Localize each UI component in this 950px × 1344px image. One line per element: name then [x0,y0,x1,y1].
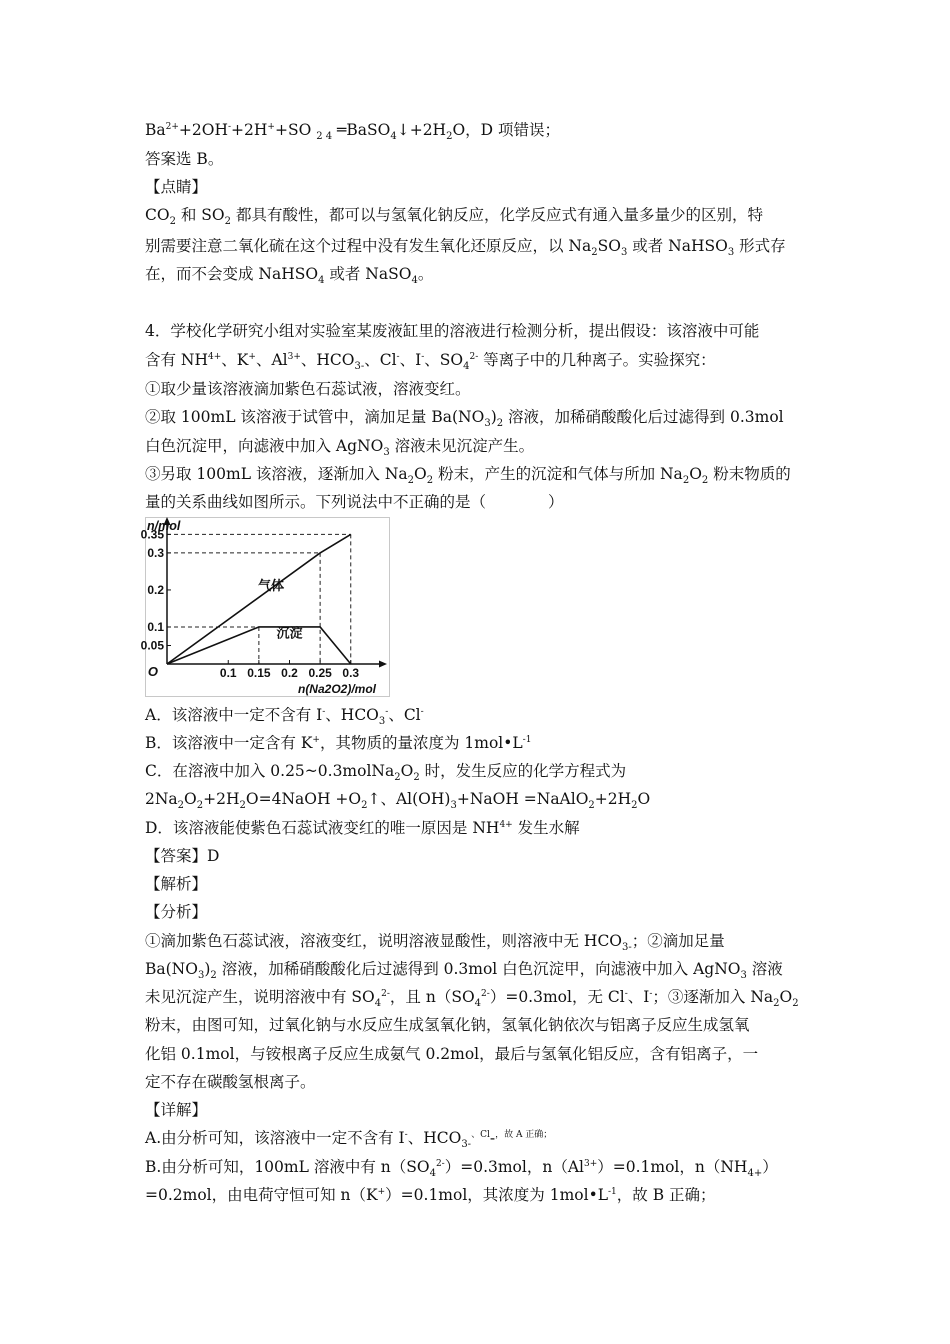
y-tick-label: 0.3 [147,545,164,560]
text-segment: 2 [413,772,420,783]
text-segment: 2- [381,989,390,999]
x-axis-label: n(Na2O2)/mol [297,682,376,696]
text-line-l01 [145,119,560,141]
text-line-l24 [145,986,799,1008]
text-segment: ②取 100mL 该溶液于试管中，滴加足量 Ba(NO [145,408,485,426]
series-label-precipitate: 沉淀 [276,626,303,642]
text-segment: +2H [231,121,268,139]
text-segment: 【详解】 [145,1101,208,1119]
text-line-l04 [145,204,763,226]
text-segment: - [421,352,425,362]
text-line-l25 [145,1014,750,1036]
text-segment: ) [204,960,211,978]
y-tick-label: 0.35 [140,527,164,542]
x-axis-arrow [379,661,387,668]
text-line-l27 [145,1071,316,1093]
text-segment: 发生水解 [512,819,580,837]
text-segment: - [649,989,653,999]
text-line-l08 [145,349,716,371]
text-segment: 形式存 [734,237,786,255]
text-segment: - [404,1130,408,1140]
text-segment: ③另取 100mL 该溶液，逐渐加入 Na [145,465,408,483]
text-segment: 2 [169,216,176,227]
text-segment: 、Al [255,351,288,369]
y-tick-label: 0.2 [147,582,164,597]
text-segment: SO [597,237,621,255]
mol-chart [140,517,390,697]
x-tick-label: 0.2 [281,666,298,680]
text-segment: 2 [177,800,185,811]
text-segment: + [312,735,320,745]
text-segment: 【解析】 [145,875,208,893]
text-line-l31 [145,1184,716,1206]
text-segment: + [377,1187,386,1197]
text-segment: 4．学校化学研究小组对实验室某废液缸里的溶液进行检测分析，提出假设：该溶液中可能 [145,322,760,340]
chart-labels [141,519,377,696]
text-segment: 2 4 [316,131,333,142]
text-segment: A．该溶液中一定不含有 I [145,706,323,724]
text-segment: 2 [701,475,709,486]
text-segment: +NaOH =NaAlO [456,790,589,808]
x-tick-label: 0.25 [308,666,332,680]
text-line-l20 [145,873,207,895]
text-segment: +2H [594,790,632,808]
text-segment: 【分析】 [145,903,208,921]
text-segment: - [624,989,628,999]
text-segment: Ba(NO [145,960,198,978]
text-segment: Ba [145,121,166,139]
text-line-l02 [145,148,223,170]
text-line-l10 [145,406,784,428]
text-segment: 、K [221,351,249,369]
text-segment: - [228,122,232,132]
text-segment: -1 [522,735,532,745]
text-segment: ）=0.3mol，无 Cl [489,988,625,1006]
text-segment: 和 SO [175,206,225,224]
text-segment: 4 [318,275,325,286]
text-segment: 4 [390,131,397,142]
text-segment: 2Na [145,790,178,808]
text-segment: ，且 n（SO [389,988,475,1006]
text-segment: 。 [417,265,434,283]
text-line-l14 [145,704,424,726]
text-segment: ，故 B 正确； [616,1186,716,1204]
text-segment: O [637,790,651,808]
text-segment: ，故 A 正确； [495,1130,553,1140]
text-segment: 别需要注意二氧化硫在这个过程中没有发生氧化还原反应，以 Na [145,237,592,255]
text-segment: O [689,465,702,483]
text-line-l12 [145,463,791,485]
text-segment: O [779,988,793,1006]
text-segment: +SO [274,121,317,139]
text-segment: 3- [354,361,365,372]
text-segment: ） [762,1158,778,1176]
text-segment: 、Cl [364,351,397,369]
text-segment: 【点睛】 [145,178,208,196]
text-segment: CO [145,206,170,224]
text-segment: 2 [682,475,690,486]
text-line-l19 [145,845,219,867]
text-line-l03 [145,176,207,198]
text-line-l21 [145,901,207,923]
text-segment: 溶液，加稀硝酸酸化后过滤得到 0.3mol 白色沉淀甲，向滤液中加入 AgNO [216,960,741,978]
text-segment: 4+ [208,352,222,362]
text-line-l23 [145,958,783,980]
text-segment: 4 [474,998,482,1009]
text-segment: 定不存在碳酸氢根离子。 [145,1073,316,1091]
text-segment: 3+ [287,352,301,362]
text-segment: ）=0.1mol，其浓度为 1mol•L [385,1186,609,1204]
text-segment: O，D 项错误； [452,121,561,139]
text-segment: O=4NaOH +O [245,790,362,808]
text-line-l22 [145,930,725,952]
text-segment: 3+ [583,1159,598,1169]
text-segment: ) [490,408,497,426]
origin-label: O [147,664,158,679]
text-segment: 3 [450,800,457,811]
text-segment: 2 [224,216,232,227]
series-label-gas: 气体 [258,578,285,594]
text-line-l29 [145,1127,552,1149]
text-line-l06 [145,263,433,285]
text-segment: ①滴加紫色石蕊试液，溶液变红，说明溶液显酸性，则溶液中无 HCO [145,932,623,950]
text-segment: O [184,790,197,808]
text-segment: - [396,352,400,362]
text-segment: +2H [203,790,240,808]
text-segment: 2 [631,800,638,811]
text-segment: 2 [792,998,799,1009]
text-segment: + [267,122,275,132]
text-segment: 、HCO [407,1129,462,1147]
text-segment: 2 [407,475,415,486]
y-tick-label: 0.1 [147,619,164,634]
text-segment: 、Cl [388,706,421,724]
text-segment: ）=0.3mol，n（Al [444,1158,584,1176]
text-segment: 溶液 [746,960,783,978]
text-segment: 3- [461,1139,472,1150]
text-segment: 4 [463,361,470,372]
text-segment: 4+ [499,820,513,830]
text-segment: 白色沉淀甲，向滤液中加入 AgNO [145,437,384,455]
text-segment: 2 [239,800,246,811]
text-segment: 、Cl [471,1130,490,1140]
text-segment: +2OH [178,121,228,139]
text-segment: 2- [435,1159,445,1169]
text-segment: 2 [773,998,780,1009]
text-segment: 粉末物质的 [708,465,791,483]
text-segment: 溶液未见沉淀产生。 [389,437,535,455]
text-segment: 、HCO [300,351,355,369]
text-segment: 等离子中的几种离子。实验探究： [478,351,716,369]
text-segment: 答案选 B。 [145,150,224,168]
text-segment: 2 [496,418,504,429]
text-segment: ═BaSO [332,121,391,139]
x-tick-label: 0.3 [342,666,360,680]
text-segment: 2- [481,989,490,999]
text-segment: - [385,707,389,717]
text-line-l13 [145,491,564,513]
text-segment: 2 [591,247,598,258]
text-segment: 3 [383,447,390,458]
text-segment: - [420,707,424,717]
text-line-l15 [145,732,531,754]
text-segment: 4 [411,275,418,286]
text-line-l26 [145,1043,758,1065]
text-segment: 2 [196,800,204,811]
text-segment: ，其物质的量浓度为 1mol•L [319,734,523,752]
text-segment: 3 [727,247,735,258]
text-segment: 2 [588,800,595,811]
text-segment: 、HCO [325,706,379,724]
text-line-l30 [145,1156,778,1178]
text-segment: O [414,465,427,483]
text-line-l05 [145,235,786,257]
text-segment: ）=0.1mol，n（NH [597,1158,748,1176]
text-segment: ↓+2H [396,121,447,139]
text-segment: 或者 NaSO [324,265,412,283]
text-segment: 4+ [747,1168,763,1179]
text-segment: D．该溶液能使紫色石蕊试液变红的唯一原因是 NH [145,819,500,837]
text-segment: 时，发生反应的化学方程式为 [419,762,627,780]
text-segment: 2 [394,772,401,783]
text-line-l17 [145,788,650,810]
text-line-l16 [145,760,626,782]
text-segment: 3 [197,970,205,981]
text-segment: 【答案】D [145,847,220,865]
text-segment: 粉末，由图可知，过氧化钠与水反应生成氢氧化钠，氢氧化钠依次与铝离子反应生成氢氧 [145,1016,750,1034]
text-segment: =0.2mol，由电荷守恒可知 n（K [145,1186,378,1204]
text-segment: 2- [469,352,479,362]
text-segment: ；③逐渐加入 Na [652,988,774,1006]
text-segment: ↑、Al(OH) [367,790,451,808]
text-segment: 、I [627,988,650,1006]
text-segment: 4 [374,998,382,1009]
text-segment: ①取少量该溶液滴加紫色石蕊试液，溶液变红。 [145,380,471,398]
text-segment: 在，而不会变成 NaHSO [145,265,319,283]
y-tick-label: 0.05 [140,638,164,653]
text-segment: B．该溶液中一定含有 K [145,734,313,752]
text-line-l09 [145,378,471,400]
text-segment: 2+ [165,122,179,132]
text-line-l28 [145,1099,207,1121]
text-segment: 含有 NH [145,351,209,369]
text-segment: - [489,1129,496,1147]
y-axis-label: n/mol [147,519,181,533]
text-segment: C．在溶液中加入 0.25~0.3molNa [145,762,395,780]
text-segment: 、I [399,351,422,369]
text-segment: 、SO [424,351,464,369]
text-segment: 都具有酸性，都可以与氢氧化钠反应，化学反应式有通入量多量少的区别，特 [231,206,763,224]
text-line-l07 [145,320,759,342]
text-segment: 3 [740,970,747,981]
text-segment: 4 [429,1168,436,1179]
text-line-l18 [145,817,580,839]
text-segment: 3 [378,716,386,727]
text-segment: 2 [210,970,217,981]
x-tick-label: 0.1 [219,666,237,680]
text-segment: 2 [426,475,434,486]
text-segment: - [322,707,326,717]
text-segment: 量的关系曲线如图所示。下列说法中不正确的是（ ） [145,493,564,511]
text-segment: ；②滴加足量 [631,932,725,950]
text-segment: 2 [446,131,453,142]
text-segment: 2 [361,800,368,811]
text-segment: 3 [620,247,628,258]
text-segment: 或者 NaHSO [627,237,728,255]
text-line-l11 [145,435,534,457]
text-segment: 溶液，加稀硝酸酸化后过滤得到 0.3mol [503,408,784,426]
text-segment: A.由分析可知，该溶液中一定不含有 I [145,1129,405,1147]
text-segment: + [248,352,256,362]
text-segment: -1 [608,1187,617,1197]
text-segment: 3- [622,942,632,953]
text-segment: 化铝 0.1mol，与铵根离子反应生成氨气 0.2mol，最后与氢氧化铝反应，含有铝离子，一 [145,1045,759,1063]
x-tick-label: 0.15 [247,666,271,680]
text-segment: O [400,762,414,780]
text-segment: B.由分析可知，100mL 溶液中有 n（SO [145,1158,430,1176]
text-segment: 粉末，产生的沉淀和气体与所加 Na [433,465,683,483]
text-segment: 3 [484,418,491,429]
text-segment: 未见沉淀产生，说明溶液中有 SO [145,988,375,1006]
